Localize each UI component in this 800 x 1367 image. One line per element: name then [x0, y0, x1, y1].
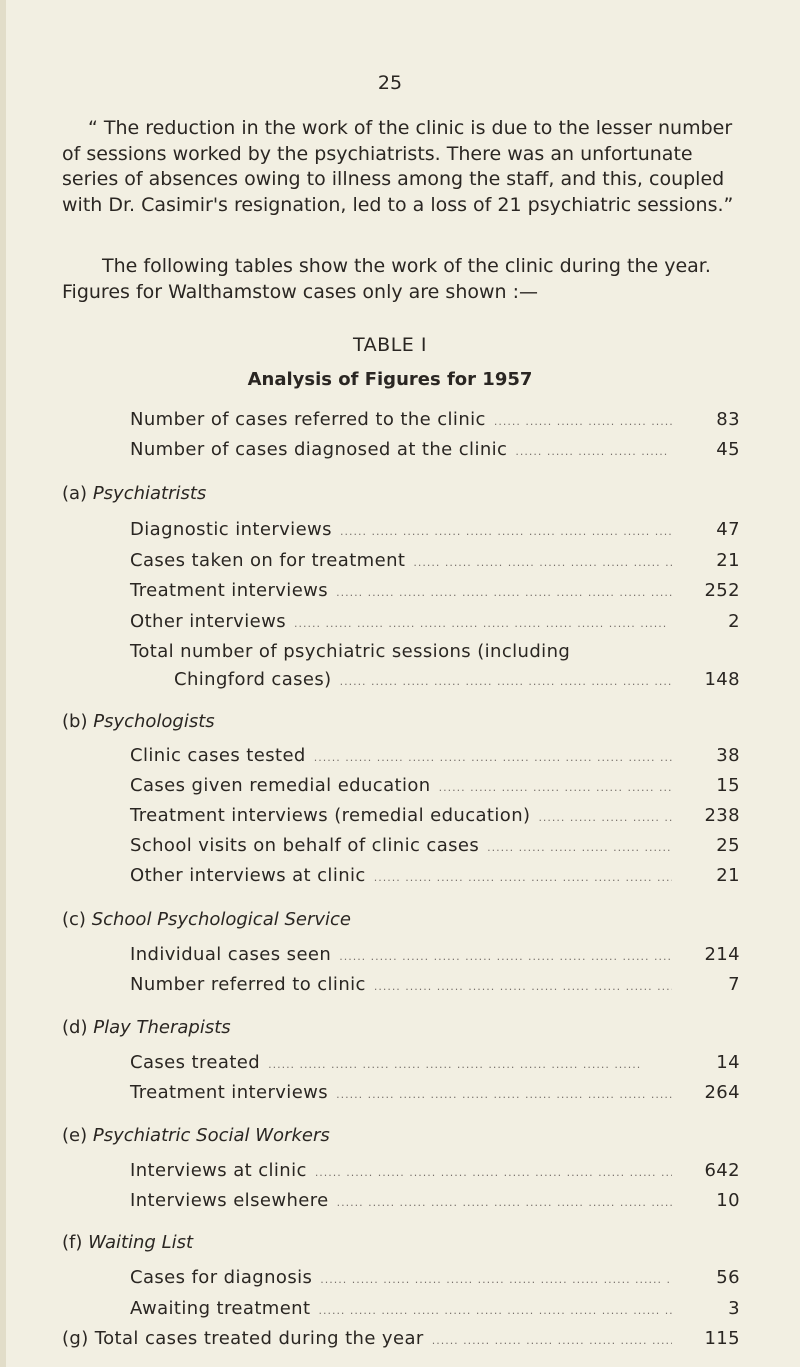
section-heading-psychologists: (b) Psychologists [62, 711, 215, 732]
table-row: Treatment interviews (remedial education) ..... 238 [130, 805, 740, 831]
intro-quote-paragraph: “ The reduction in the work of the clinic is due to the lesser number of sessions worked by the psychiatrists. There was an unfortunate series of absences owing to illness among the staff, and this, coupled with Dr. Casimir's resignation, led to a loss of 21 psychiatric sessions.” [62, 117, 734, 216]
table-row: Cases given remedial education ..... 15 [130, 775, 740, 801]
table-row: Other interviews at clinic ..... 21 [130, 865, 740, 891]
table-row: Treatment interviews ..... 264 [130, 1082, 740, 1108]
table-row: Interviews elsewhere ..... 10 [130, 1190, 740, 1216]
row-cases-diagnosed: Number of cases diagnosed at the clinic ..... 45 [130, 439, 740, 465]
table-row: Diagnostic interviews ..... 47 [130, 519, 740, 545]
table-row: Awaiting treatment ..... 3 [130, 1298, 740, 1324]
table-title: TABLE I [353, 334, 427, 356]
table-row: Treatment interviews ..... 252 [130, 580, 740, 606]
section-heading-psychiatric-social-workers: (e) Psychiatric Social Workers [62, 1125, 330, 1146]
section-heading-psychiatrists: (a) Psychiatrists [62, 483, 207, 504]
section-heading-waiting-list: (f) Waiting List [62, 1232, 194, 1253]
table-row: Individual cases seen ..... 214 [130, 944, 740, 970]
total-sessions-label-line1: Total number of psychiatric sessions (including [130, 641, 571, 662]
row-total-sessions: Chingford cases) ..... 148 [174, 669, 740, 695]
table-subtitle: Analysis of Figures for 1957 [247, 369, 533, 390]
table-row: Cases for diagnosis ..... 56 [130, 1267, 740, 1293]
row-total-cases-treated: (g) Total cases treated during the year ..... 115 [62, 1328, 740, 1354]
table-row: Cases treated ..... 14 [130, 1052, 740, 1078]
table-row: Interviews at clinic ..... 642 [130, 1160, 740, 1186]
table-row: Other interviews ..... 2 [130, 611, 740, 637]
table-row: School visits on behalf of clinic cases ..... 25 [130, 835, 740, 861]
page-edge [0, 0, 6, 1367]
intro-paragraph: The following tables show the work of the clinic during the year. Figures for Walthamstow cases only are shown :— [62, 255, 711, 303]
table-row: Clinic cases tested ..... 38 [130, 745, 740, 771]
section-heading-play-therapists: (d) Play Therapists [62, 1017, 231, 1038]
page-number: 25 [377, 72, 403, 94]
row-cases-referred: Number of cases referred to the clinic ..... 83 [130, 409, 740, 435]
table-row: Cases taken on for treatment ..... 21 [130, 550, 740, 576]
section-heading-school-psychological-service: (c) School Psychological Service [62, 909, 351, 930]
table-row: Number referred to clinic ..... 7 [130, 974, 740, 1000]
